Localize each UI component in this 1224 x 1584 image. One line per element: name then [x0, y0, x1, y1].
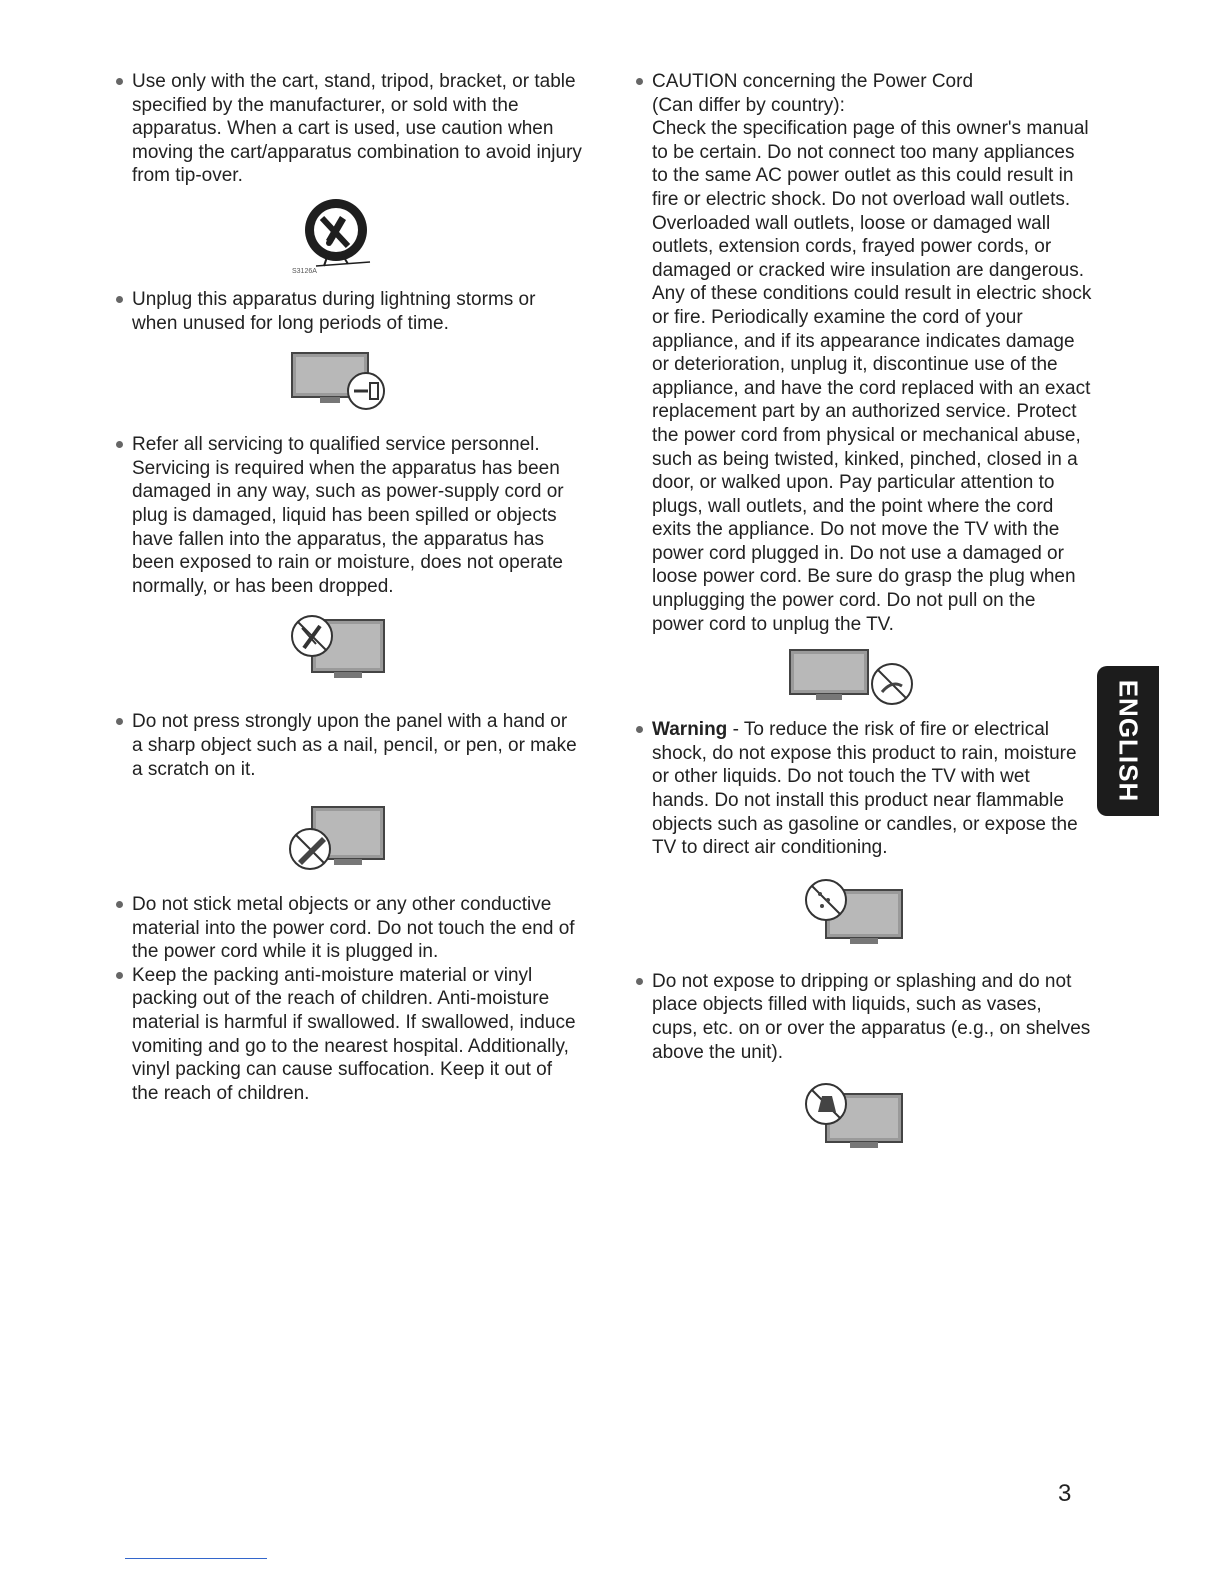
caution-title: CAUTION concerning the Power Cord	[652, 71, 974, 92]
bullet-moisture	[112, 964, 582, 1106]
bullet-dot	[116, 972, 123, 979]
no-vase-icon	[800, 1082, 910, 1152]
language-tab-label: ENGLISH	[1113, 679, 1144, 803]
tv-unplug-illustration	[290, 351, 390, 413]
tv-servicing-illustration	[286, 614, 396, 684]
warning-label: Warning	[652, 719, 728, 741]
moisture-text: Keep the packing anti-moisture material or vinyl packing out of the reach of children. Anti-moisture material is harmful if swallowed. If swallowed, induce vomiting and go to the nearest hospital. Additionally, vinyl packing can cause suffocation. Keep it out of the reach of children.	[132, 964, 576, 1104]
bullet-dot	[116, 78, 123, 85]
caution-body: Check the specification page of this owner's manual to be certain. Do not connect too many appliances to the same AC power outlet as this could result in fire or electric shock. Do not overload wall outlets. Overloaded wall outlets, loose or damaged wall outlets, extension cords, frayed power cords, or damaged or cracked wire insulation are dangerous. Any of these conditions could result in electric shock or fire. Periodically examine the cord of your appliance, and if its appearance indicates damage or deterioration, unplug it, discontinue use of the appliance, and have the cord replaced with an exact replacement part by an authorized service. Protect the power cord from physical or mechanical abuse, such as being twisted, kinked, pinched, closed in a door, or walked upon. Pay particular attention to plugs, wall outlets, and the point where the cord exits the appliance. Do not move the TV with the power cord plugged in. Do not use a damaged or loose power cord. Be sure do grasp the plug when unplugging the power cord. Do not pull on the power cord to unplug the TV.	[652, 118, 1092, 635]
dripping-text: Do not expose to dripping or splashing and do not place objects filled with liquids, such as vases, cups, etc. on or over the apparatus (e.g., on shelves above the unit).	[652, 970, 1091, 1063]
servicing-text: Refer all servicing to qualified service personnel. Servicing is required when the apparatus has been damaged in any way, such as power-supply cord or plug is damaged, liquid has been spilled or objects have fallen into the apparatus, the apparatus has been exposed to rain or moisture, does not operate normally, or has been dropped.	[132, 434, 564, 597]
bullet-dot	[636, 978, 643, 985]
no-tools-icon	[286, 614, 396, 684]
tv-panel-illustration	[286, 803, 396, 873]
bullet-dot	[116, 718, 123, 725]
bullet-caution-power-cord	[632, 70, 1092, 636]
right-column	[632, 70, 1092, 1152]
no-liquid-icon	[800, 878, 910, 948]
bullet-dot	[636, 726, 643, 733]
no-pull-cord-icon	[788, 646, 928, 708]
language-tab	[1097, 666, 1159, 816]
tv-vase-illustration	[800, 1082, 910, 1152]
bullet-dripping	[632, 970, 1092, 1064]
left-column	[112, 70, 582, 1105]
bullet-panel	[112, 710, 582, 781]
cart-figure-caption: S3126A	[292, 267, 317, 275]
caution-subtitle: (Can differ by country):	[652, 94, 845, 116]
bullet-unplug	[112, 288, 582, 335]
tv-liquid-illustration	[800, 878, 910, 948]
bullet-servicing	[112, 433, 582, 598]
warning-text	[652, 718, 1092, 860]
page-number: 3	[1058, 1480, 1072, 1507]
footer-line	[125, 1558, 267, 1559]
bullet-metal	[112, 893, 582, 964]
bullet-warning	[632, 718, 1092, 860]
bullet-dot	[116, 441, 123, 448]
cart-text: Use only with the cart, stand, tripod, bracket, or table specified by the manufacturer, or sold with the apparatus. When a cart is used, use caution when moving the cart/apparatus combination to avoid injury from tip-over.	[132, 71, 582, 187]
bullet-cart	[112, 70, 582, 188]
panel-text: Do not press strongly upon the panel with a hand or a sharp object such as a nail, pencil, or pen, or make a scratch on it.	[132, 711, 577, 780]
unplug-text: Unplug this apparatus during lightning storms or when unused for long periods of time.	[132, 288, 536, 334]
bullet-dot	[116, 296, 123, 303]
tv-cord-illustration	[788, 646, 928, 708]
tv-plug-icon	[290, 351, 390, 413]
no-sharp-object-icon	[286, 803, 396, 873]
metal-text: Do not stick metal objects or any other conductive material into the power cord. Do not touch the end of the power cord while it is plugged in.	[132, 894, 575, 963]
bullet-dot	[636, 78, 643, 85]
warning-body: - To reduce the risk of fire or electrical shock, do not expose this product to rain, moisture or other liquids. Do not touch the TV with wet hands. Do not install this product near flammable objects such as gasoline or candles, or expose the TV to direct air conditioning.	[652, 719, 1078, 859]
bullet-dot	[116, 901, 123, 908]
cart-tipover-illustration	[282, 196, 392, 282]
